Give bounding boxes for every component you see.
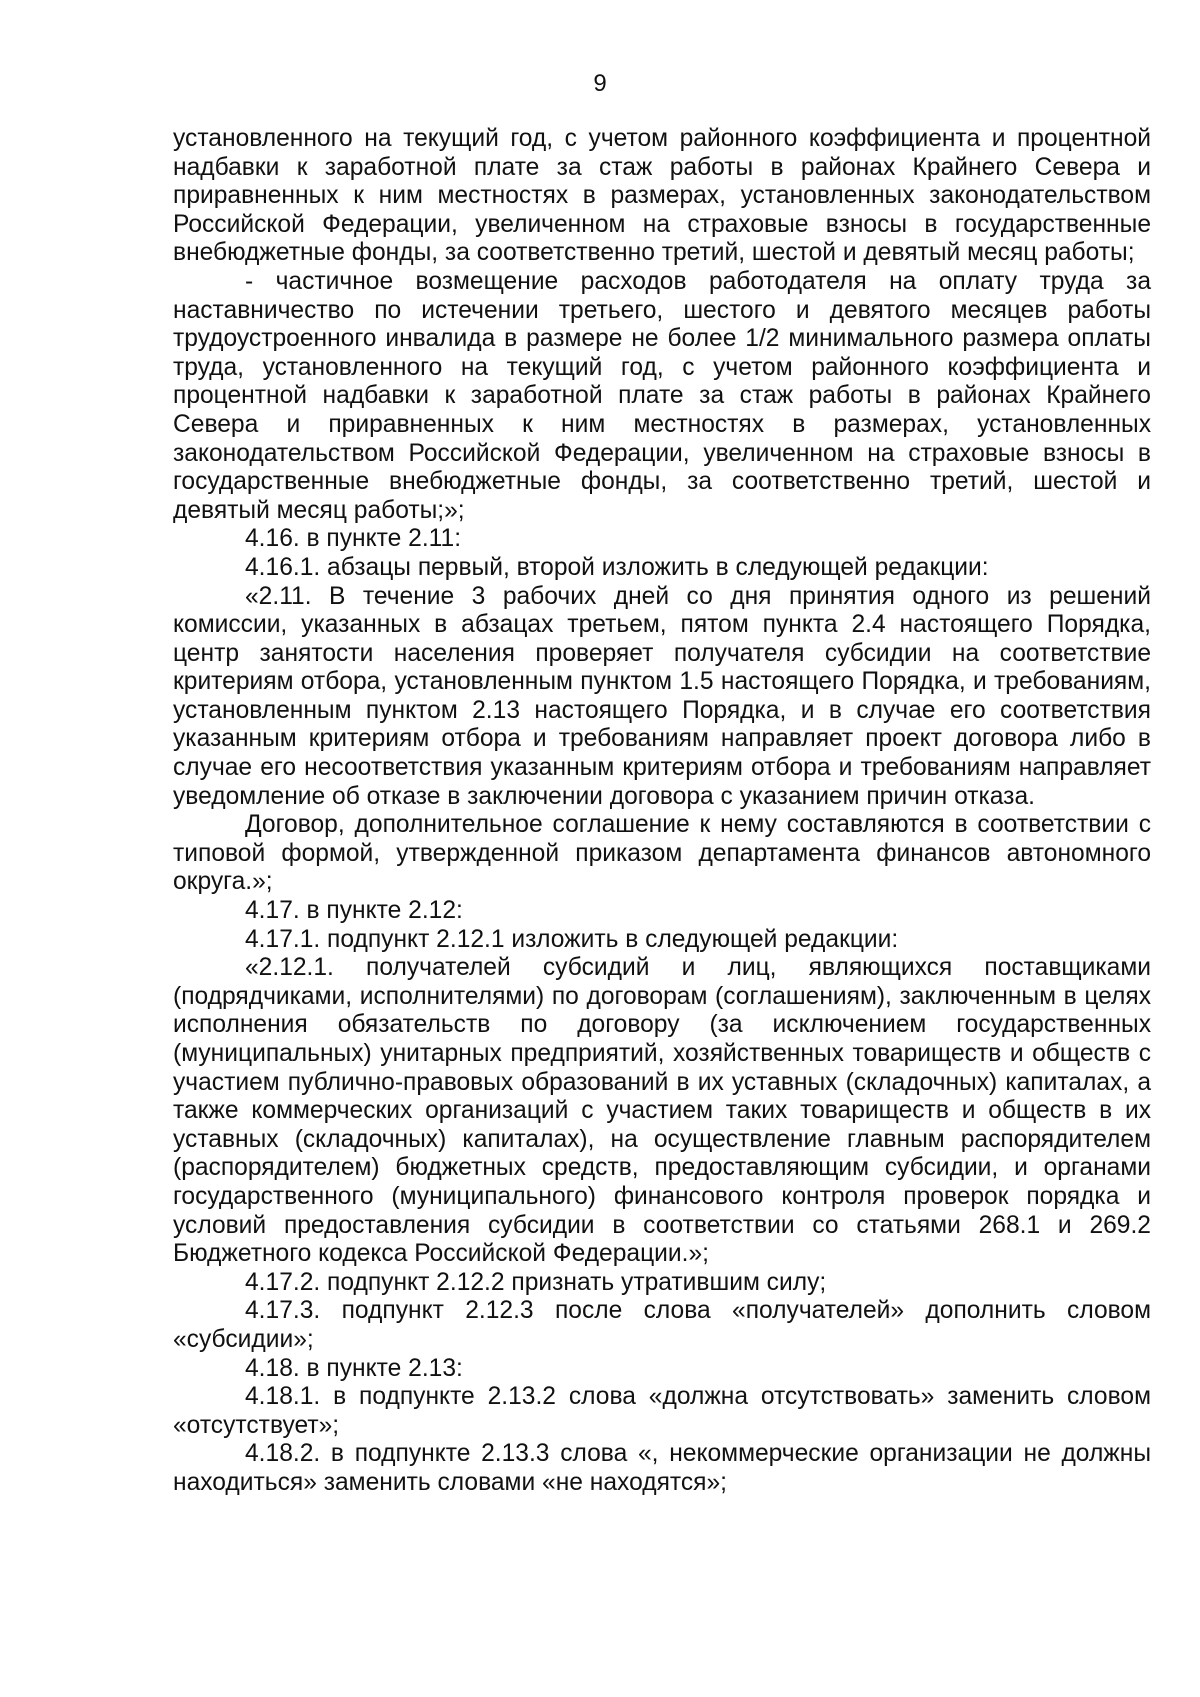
- paragraph-4-17-3: 4.17.3. подпункт 2.12.3 после слова «получателей» дополнить словом «субсидии»;: [173, 1297, 1151, 1353]
- paragraph-4-16: 4.16. в пункте 2.11:: [245, 525, 462, 553]
- paragraph-4-18: 4.18. в пункте 2.13:: [245, 1354, 463, 1382]
- paragraph-4-17-2: 4.17.2. подпункт 2.12.2 признать утратившим силу;: [245, 1268, 827, 1296]
- paragraph-2-12-1-quote: «2.12.1. получателей субсидий и лиц, являющихся поставщиками (подрядчиками, исполнителями) по договорам (соглашениям), заключенным в целях исполнения обязательств по договору (за исключением государственных (муниципальных) унитарных предприятий, хозяйственных товариществ и обществ с участием публично-правовых образований в их уставных (складочных) капиталах, а также коммерческих организаций с участием таких товариществ и обществ в их уставных (складочных) капиталах), на осуществление главным распорядителем (распорядителем) бюджетных средств, предоставляющим субсидии, и органами государственного (муниципального) финансового контроля проверок порядка и условий предоставления субсидии в соответствии со статьями 268.1 и 269.2 Бюджетного кодекса Российской Федерации.»;: [173, 954, 1151, 1268]
- paragraph-4-17: 4.17. в пункте 2.12:: [245, 897, 463, 925]
- paragraph-2-11-quote: «2.11. В течение 3 рабочих дней со дня принятия одного из решений комиссии, указанных в абзацах третьем, пятом пункта 2.4 настоящего Порядка, центр занятости населения проверяет получателя субсидии на соответствие критериям отбора, установленным пунктом 1.5 настоящего Порядка, и требованиям, установленным пунктом 2.13 настоящего Порядка, и в случае его соответствия указанным критериям отбора и требованиям направляет проект договора либо в случае его несоответствия указанным критериям отбора и требованиям направляет уведомление об отказе в заключении договора с указанием причин отказа.: [173, 582, 1151, 810]
- page-number: 9: [593, 70, 607, 97]
- paragraph-4-17-1: 4.17.1. подпункт 2.12.1 изложить в следующей редакции:: [245, 925, 899, 953]
- paragraph-4-18-2: 4.18.2. в подпункте 2.13.3 слова «, некоммерческие организации не должны находиться» заменить словами «не находятся»;: [173, 1440, 1151, 1496]
- document-body: [173, 125, 1151, 1498]
- paragraph-continuation: установленного на текущий год, с учетом районного коэффициента и процентной надбавки к заработной плате за стаж работы в районах Крайнего Севера и приравненных к ним местностях в размерах, установленных законодательством Российской Федерации, увеличенном на страховые взносы в государственные внебюджетные фонды, за соответственно третий, шестой и девятый месяц работы;: [173, 125, 1151, 267]
- paragraph-mentoring-compensation: - частичное возмещение расходов работодателя на оплату труда за наставничество по истечении третьего, шестого и девятого месяцев работы трудоустроенного инвалида в размере не более 1/2 минимального размера оплаты труда, установленного на текущий год, с учетом районного коэффициента и процентной надбавки к заработной плате за стаж работы в районах Крайнего Севера и приравненных к ним местностях в размерах, установленных законодательством Российской Федерации, увеличенном на страховые взносы в государственные внебюджетные фонды, за соответственно третий, шестой и девятый месяц работы;»;: [173, 267, 1151, 524]
- paragraph-4-18-1: 4.18.1. в подпункте 2.13.2 слова «должна отсутствовать» заменить словом «отсутствует»;: [173, 1383, 1151, 1439]
- paragraph-4-16-1: 4.16.1. абзацы первый, второй изложить в следующей редакции:: [245, 553, 989, 581]
- paragraph-contract-form: Договор, дополнительное соглашение к нему составляются в соответствии с типовой формой, утвержденной приказом департамента финансов автономного округа.»;: [173, 811, 1151, 896]
